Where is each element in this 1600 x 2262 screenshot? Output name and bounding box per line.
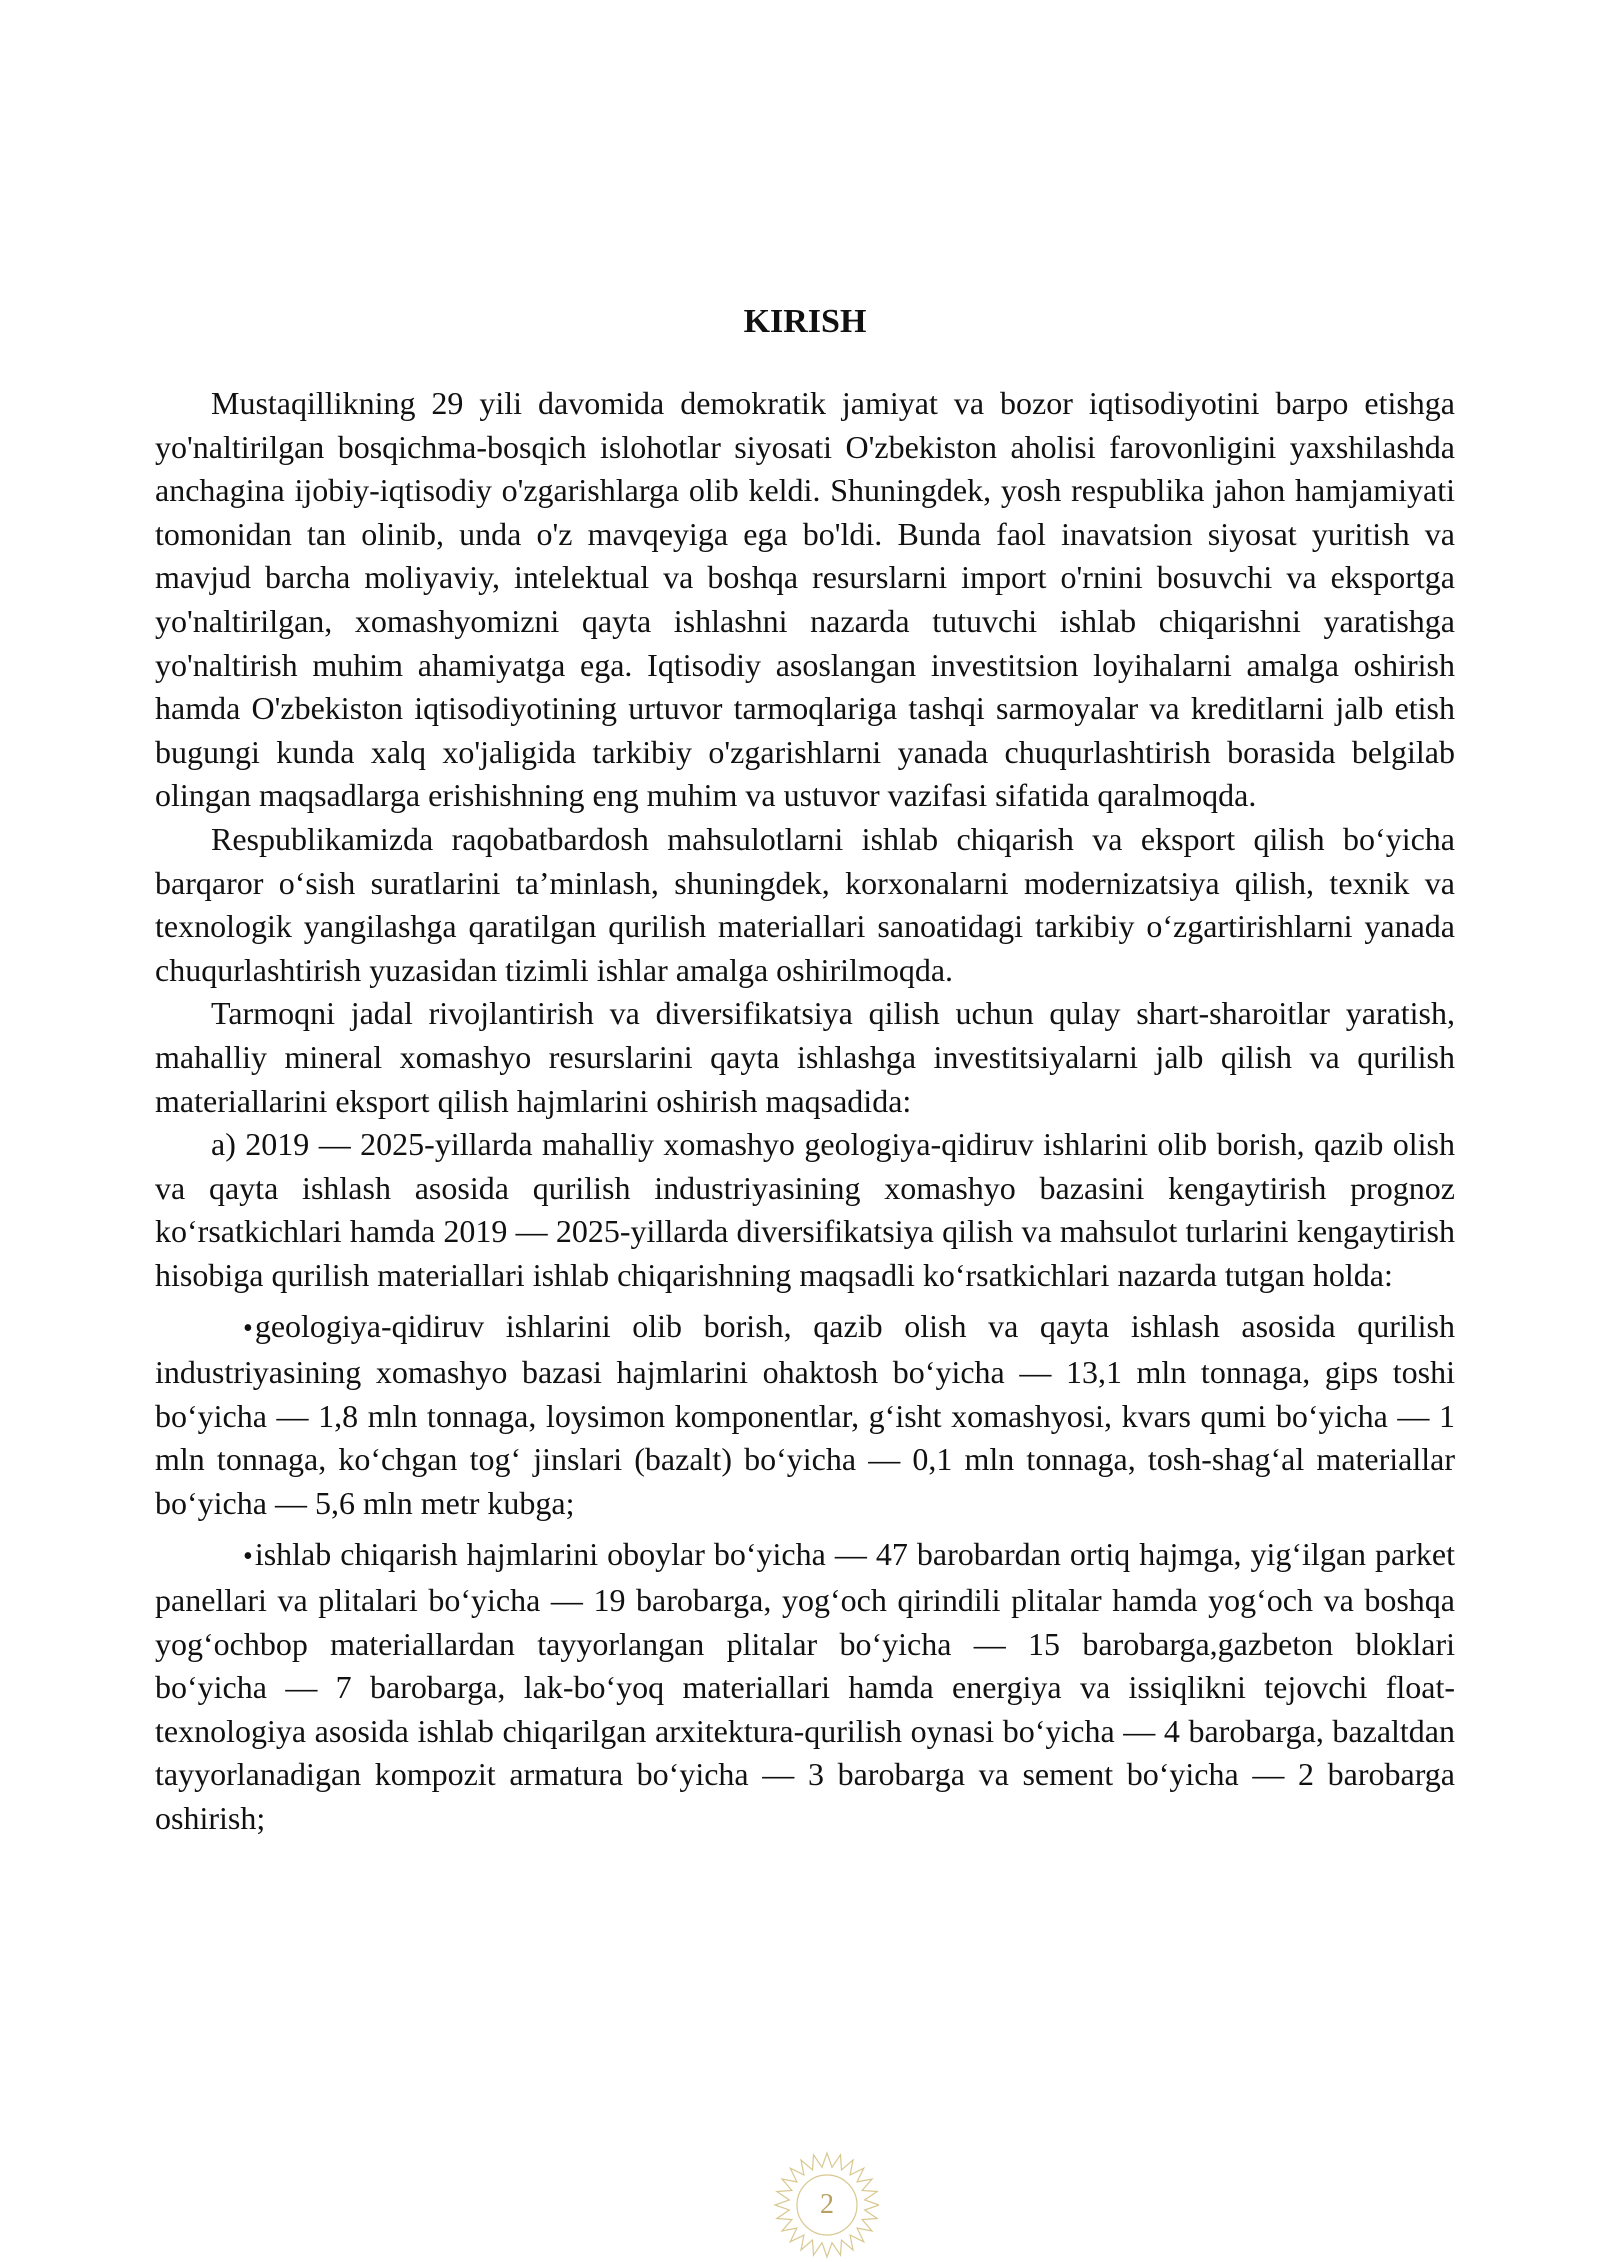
bullet-item-production <box>155 1533 1455 1840</box>
bullet-item-geology <box>155 1305 1455 1525</box>
page-number: 2 <box>820 2189 834 2220</box>
paragraph-export: Respublikamizda raqobatbardosh mahsulotlarni ishlab chiqarish va eksport qilish bo‘yicha barqaror o‘sish suratlarini ta’minlash, shuningdek, korxonalarni modernizatsiya qilish, texnik va texnologik yangilashga qaratilgan qurilish materiallari sanoatidagi tarkibiy o‘zgartirishlarni yanada chuqurlashtirish yuzasidan tizimli ishlar amalga oshirilmoqda. <box>155 820 1455 988</box>
bullet-text: ishlab chiqarish hajmlarini oboylar bo‘yicha — 47 barobardan ortiq hajmga, yig‘ilgan parket panellari va plitalari bo‘yicha — 19 barobarga, yog‘och qirindili plitalar hamda yog‘och va boshqa yog‘ochbop materiallardan tayyorlangan plitalar bo‘yicha — 15 barobarga,gazbeton bloklari bo‘yicha — 7 barobarga, lak-bo‘yoq materiallari hamda energiya va issiqlikni tejovchi float-texnologiya asosida ishlab chiqarilgan arxitektura-qurilish oynasi bo‘yicha — 4 barobarga, bazaltdan tayyorlanadigan kompozit armatura bo‘yicha — 3 barobarga va sement bo‘yicha — 2 barobarga oshirish; <box>155 1536 1455 1836</box>
paragraph-intro: Mustaqillikning 29 yili davomida demokratik jamiyat va bozor iqtisodiyotini barpo etishga yo'naltirilgan bosqichma-bosqich islohotlar siyosati O'zbekiston aholisi farovonligini yaxshilashda anchagina ijobiy-iqtisodiy o'zgarishlarga olib keldi. Shuningdek, yosh respublika jahon hamjamiyati tomonidan tan olinib, unda o'z mavqeyiga ega bo'ldi. Bunda faol inavatsion siyosat yuritish va mavjud barcha moliyaviy, intelektual va boshqa resurslarni import o'rnini bosuvchi va eksportga yo'naltirilgan, xomashyomizni qayta ishlashni nazarda tutuvchi ishlab chiqarishni yaratishga yo'naltirish muhim ahamiyatga ega. Iqtisodiy asoslangan investitsion loyihalarni amalga oshirish hamda O'zbekiston iqtisodiyotining urtuvor tarmoqlariga tashqi sarmoyalar va kreditlarni jalb etish bugungi kunda xalq xo'jaligida tarkibiy o'zgarishlarni yanada chuqurlashtirish borasida belgilab olingan maqsadlarga erishishning eng muhim va ustuvor vazifasi sifatida qaralmoqda. <box>155 385 1455 814</box>
paragraph-item-a: a) 2019 — 2025-yillarda mahalliy xomashyo geologiya-qidiruv ishlarini olib borish, qazib olish va qayta ishlash asosida qurilish industriyasining xomashyo bazasini kengaytirish prognoz ko‘rsatkichlari hamda 2019 — 2025-yillarda diversifikatsiya qilish va mahsulot turlarini kengaytirish hisobiga qurilish materiallari ishlab chiqarishning maqsadli ko‘rsatkichlari nazarda tutgan holda: <box>155 1126 1455 1293</box>
document-page <box>155 0 1455 2262</box>
document-title: KIRISH <box>743 303 867 340</box>
bullet-text: geologiya-qidiruv ishlarini olib borish, qazib olish va qayta ishlash asosida qurilish industriyasining xomashyo bazasi hajmlarini ohaktosh bo‘yicha — 13,1 mln tonnaga, gips toshi bo‘yicha — 1,8 mln tonnaga, loysimon komponentlar, g‘isht xomashyosi, kvars qumi bo‘yicha — 1 mln tonnaga, ko‘chgan tog‘ jinslari (bazalt) bo‘yicha — 0,1 mln tonnaga, tosh-shag‘al materiallar bo‘yicha — 5,6 mln metr kubga; <box>155 1308 1455 1521</box>
bullet-dot-icon: • <box>243 1541 253 1573</box>
paragraph-diversification: Tarmoqni jadal rivojlantirish va diversifikatsiya qilish uchun qulay shart-sharoitlar yaratish, mahalliy mineral xomashyo resurslarini qayta ishlashga investitsiyalarni jalb qilish va qurilish materiallarini eksport qilish hajmlarini oshirish maqsadida: <box>155 995 1455 1119</box>
page-footer <box>772 2150 882 2260</box>
bullet-dot-icon: • <box>243 1313 253 1345</box>
document-body <box>155 382 1455 1841</box>
